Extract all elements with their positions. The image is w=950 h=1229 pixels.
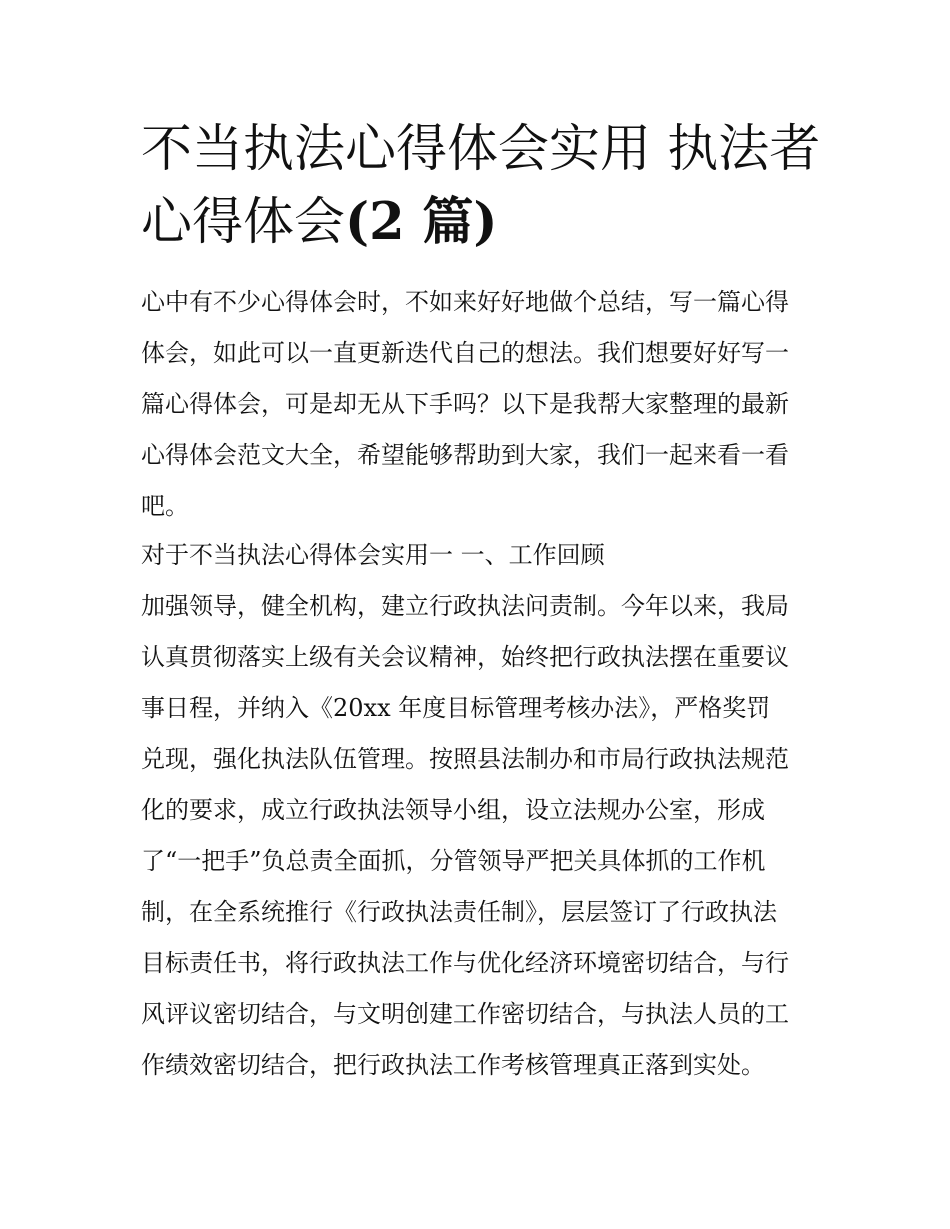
- intro-line: 心中有不少心得体会时，不如来好好地做个总结，写一篇心得: [141, 288, 789, 316]
- body-line: 事日程，并纳入《20xx 年度目标管理考核办法》，严格奖罚: [141, 694, 771, 722]
- intro-line: 体会，如此可以一直更新迭代自己的想法。我们想要好好写一: [141, 339, 789, 367]
- section-heading: [141, 530, 831, 581]
- title-line-2-text: 心得体会: [141, 193, 346, 252]
- body-line: 目标责任书，将行政执法工作与优化经济环境密切结合，与行: [141, 949, 789, 977]
- document-title: [141, 113, 831, 259]
- body-paragraph: [141, 581, 831, 1091]
- intro-line: 心得体会范文大全，希望能够帮助到大家，我们一起来看一看: [141, 441, 789, 469]
- body-line: 兑现，强化执法队伍管理。按照县法制办和市局行政执法规范: [141, 745, 789, 773]
- body-line: 了“一把手”负总责全面抓，分管领导严把关具体抓的工作机: [141, 847, 766, 875]
- body-line: 认真贯彻落实上级有关会议精神，始终把行政执法摆在重要议: [141, 643, 789, 671]
- body-line: 作绩效密切结合，把行政执法工作考核管理真正落到实处。: [141, 1051, 765, 1079]
- body-line: 风评议密切结合，与文明创建工作密切结合，与执法人员的工: [141, 1000, 789, 1028]
- title-line-1: 不当执法心得体会实用 执法者: [141, 120, 821, 179]
- intro-line: 篇心得体会，可是却无从下手吗？以下是我帮大家整理的最新: [141, 390, 789, 418]
- intro-line: 吧。: [141, 492, 189, 520]
- title-count: (2 篇): [345, 192, 498, 252]
- body-line: 制，在全系统推行《行政执法责任制》，层层签订了行政执法: [141, 898, 777, 926]
- body-line: 化的要求，成立行政执法领导小组，设立法规办公室，形成: [141, 796, 765, 824]
- body-line: 加强领导，健全机构，建立行政执法问责制。今年以来，我局: [141, 592, 789, 620]
- title-line-2: [141, 186, 831, 259]
- intro-paragraph: [141, 277, 831, 532]
- section-heading-text: 对于不当执法心得体会实用一 一、工作回顾: [141, 541, 605, 569]
